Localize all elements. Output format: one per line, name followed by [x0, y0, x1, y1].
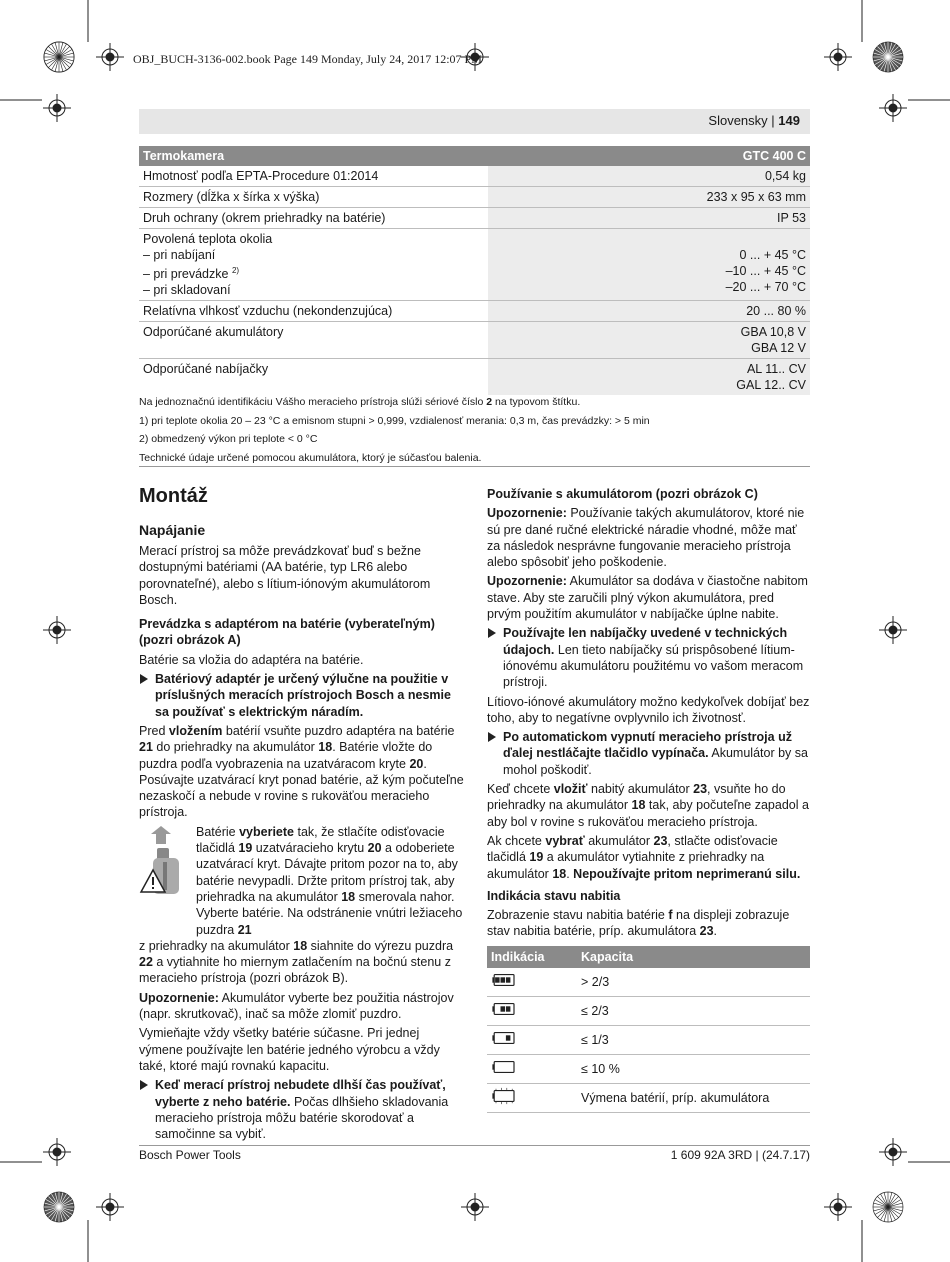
battery-level-icon: [487, 1083, 577, 1112]
spec-label: Odporúčané nabíjačky: [143, 362, 269, 377]
section-title: Montáž: [139, 485, 208, 507]
table-row: [139, 187, 810, 208]
table-row: [487, 996, 810, 1025]
triangle-bullet-icon: [140, 1080, 148, 1090]
column-header: Kapacita: [577, 946, 810, 968]
triangle-bullet-icon: [140, 674, 148, 684]
bullet-text: Batériový adaptér je určený výlučne na použitie v príslušných meracích prístrojoch Bosch a nesmie sa používať s elektrickým náradím.: [155, 672, 451, 719]
warning-bullet: [139, 1077, 465, 1142]
table-row: [139, 229, 810, 301]
spec-label: Rozmery (dĺžka x šírka x výška): [139, 187, 488, 208]
spec-table-header: [139, 146, 810, 166]
temp-value: –10 ... + 45 °C: [725, 264, 806, 278]
subheading: Prevádzka s adaptérom na batérie (vyberateľným) (pozri obrázok A): [139, 617, 435, 648]
spec-label: [139, 229, 488, 301]
capacity-value: ≤ 2/3: [577, 996, 810, 1025]
paragraph: Ak chcete vybrať akumulátor 23, stlačte odisťovacie tlačidlá 19 a akumulátor vytiahnite z priehradky na akumulátor 18. Nepoužívajte pritom neprimeranú silu.: [487, 833, 801, 881]
table-row: [487, 1054, 810, 1083]
spec-value: [488, 322, 810, 359]
paragraph: Upozornenie: Používanie takých akumulátorov, ktoré nie sú pre dané ručné elektrické náradie vhodné, môže mať za následok nesprávne fungovanie meracieho prístroja alebo spôsobiť jeho poškodenie.: [487, 506, 805, 570]
spec-value: 20 ... 80 %: [488, 301, 810, 322]
battery-level-icon: [487, 996, 577, 1025]
paragraph: z priehradky na akumulátor 18 siahnite do výrezu puzdra 22 a vytiahnite ho miernym zatlačením na bočnú stenu z meracieho prístroja (pozri obrázok B).: [139, 938, 454, 986]
note-ref: 2: [486, 396, 493, 408]
spec-product: Termokamera: [139, 146, 488, 166]
page-footer: [139, 1148, 810, 1162]
temp-sub-label: – pri skladovaní: [143, 283, 231, 298]
note-tech-data: Technické údaje určené pomocou akumulátora, ktorý je súčasťou balenia.: [139, 451, 482, 464]
table-row: [139, 208, 810, 229]
paragraph: Vymieňajte vždy všetky batérie súčasne. Pri jednej výmene používajte len batérie jedného výrobcu a vždy také, ktoré majú rovnakú kapacitu.: [139, 1026, 440, 1073]
capacity-value: Výmena batérií, príp. akumulátora: [577, 1083, 810, 1112]
paragraph: Upozornenie: Akumulátor sa dodáva v čiastočne nabitom stave. Aby ste zaručili plný výkon akumulátora, pred prvým použitím akumulátor v nabíjačke úplne nabite.: [487, 574, 808, 622]
triangle-bullet-icon: [488, 732, 496, 742]
charger-value: GAL 12.. CV: [736, 378, 806, 393]
temp-value: –20 ... + 70 °C: [725, 280, 806, 294]
spec-value: [488, 359, 810, 396]
temp-sub-label: – pri nabíjaní: [143, 248, 216, 262]
capacity-value: ≤ 10 %: [577, 1054, 810, 1083]
capacity-value: ≤ 1/3: [577, 1025, 810, 1054]
paragraph: Keď chcete vložiť nabitý akumulátor 23, vsuňte ho do priehradky na akumulátor 18 tak, aby počuteľne zapadol a aby bol v rovine s rukoväťou meracieho prístroja.: [487, 782, 809, 829]
footnote-ref: 2): [231, 266, 240, 275]
spec-table: [139, 146, 810, 395]
battery-level-icon: [487, 968, 577, 997]
warning-bullet: [139, 671, 465, 720]
paragraph-with-figure: Batérie vyberiete tak, že stlačíte odisťovacie tlačidlá 19 uzatváracieho krytu 20 a odoberiete uzatvárací kryt. Dávajte pritom pozor na to, aby batérie nevypadli. Držte pritom prístroj tak, aby priehradka na akumulátor 18 smerovala nahor. Vyberte batérie. Na odstránenie vnútri ležiaceho puzdra 21: [139, 824, 465, 938]
spec-value: 233 x 95 x 63 mm: [488, 187, 810, 208]
paragraph: Batérie sa vložia do adaptéra na batérie.: [139, 652, 364, 667]
charge-indicator-table: [487, 946, 810, 1113]
column-header: Indikácia: [487, 946, 577, 968]
table-row: [139, 301, 810, 322]
spec-notes: [139, 393, 810, 467]
spec-value: [488, 229, 810, 301]
charger-value: AL 11.. CV: [746, 362, 806, 377]
spec-label: Odporúčané akumulátory: [139, 322, 488, 359]
triangle-bullet-icon: [488, 628, 496, 638]
warning-bullet: Používajte len nabíjačky uvedené v technických údajoch. Len tieto nabíjačky sú prispôsobené lítium-iónovému akumulátoru použitému vo vašom meracom prístroji.: [487, 625, 810, 690]
subsection-title: Napájanie: [139, 522, 206, 538]
table-row: [139, 322, 810, 359]
bullet-text: Počas dlhšieho skladovania meracieho prístroja môžu batérie skorodovať a samočinne sa vybiť.: [155, 1094, 449, 1142]
page-header-bar: [139, 109, 810, 134]
table-row: [139, 359, 810, 396]
subheading: Používanie s akumulátorom (pozri obrázok C): [487, 487, 758, 501]
spec-label: Hmotnosť podľa EPTA-Procedure 01:2014: [139, 166, 488, 187]
capacity-value: > 2/3: [577, 968, 810, 997]
battery-level-icon: [487, 1054, 577, 1083]
right-column: [487, 486, 810, 1113]
spec-value: IP 53: [488, 208, 810, 229]
temp-sub-label: [143, 263, 484, 282]
table-row: [139, 166, 810, 187]
paragraph: Pred vložením batérií vsuňte puzdro adaptéra na batérie 21 do priehradky na akumulátor 18. Batérie vložte do puzdra podľa vyobrazenia na uzatváracom kryte 20. Posúvajte uzatvárací kryt ponad batérie, až kým počuteľne nezaskočí a nebude v rovine s rukoväťou meracieho prístroja.: [139, 723, 464, 820]
spec-label: Druh ochrany (okrem priehradky na batérie): [139, 208, 488, 229]
footer-brand: Bosch Power Tools: [139, 1148, 241, 1162]
subheading: Indikácia stavu nabitia: [487, 888, 621, 903]
temp-label: Povolená teplota okolia: [143, 232, 273, 246]
table-row: [487, 1083, 810, 1112]
table-header: [487, 946, 810, 968]
divider: [139, 466, 810, 467]
table-row: [487, 1025, 810, 1054]
warning-bullet: Po automatickom vypnutí meracieho prístroja už ďalej nestláčajte tlačidlo vypínača. Akumulátor by sa mohol poškodiť.: [487, 729, 810, 778]
page-header: [708, 113, 800, 128]
paragraph: Merací prístroj sa môže prevádzkovať buď s bežne dostupnými batériami (AA batérie, typ LR6 alebo porovnateľné), alebo s lítium-iónovým akumulátorom Bosch.: [139, 544, 431, 607]
note-text: Na jednoznačnú identifikáciu Vášho meracieho prístroja slúži sériové číslo: [139, 396, 487, 408]
paragraph: Lítiovo-iónové akumulátory možno kedykoľvek dobíjať bez toho, aby to negatívne ovplyvnilo ich životnosť.: [487, 694, 810, 725]
paragraph: Zobrazenie stavu nabitia batérie f na displeji zobrazuje stav nabitia batérie, príp. akumulátora 23.: [487, 908, 790, 939]
temp-sub-label-text: – pri prevádzke: [143, 267, 229, 282]
note-serial: [139, 393, 810, 412]
print-info-line: OBJ_BUCH-3136-002.book Page 149 Monday, July 24, 2017 12:07 PM: [133, 52, 482, 66]
note-text: na typovom štítku.: [492, 396, 581, 408]
spec-model: GTC 400 C: [488, 146, 810, 166]
header-language: Slovensky: [708, 113, 768, 128]
footer-doc-id: 1 609 92A 3RD | (24.7.17): [670, 1148, 810, 1162]
accu-value: GBA 10,8 V: [740, 325, 806, 340]
accu-value: GBA 12 V: [751, 341, 806, 356]
header-separator: |: [771, 113, 775, 128]
spec-label: Relatívna vlhkosť vzduchu (nekondenzujúca): [139, 301, 488, 322]
footnote-1: 1) pri teplote okolia 20 – 23 °C a emisnom stupni > 0,999, vzdialenosť merania: 0,3 m, čas prevádzky: > 5 min: [139, 414, 650, 427]
temp-value: 0 ... + 45 °C: [739, 248, 806, 262]
footnote-2: 2) obmedzený výkon pri teplote < 0 °C: [139, 433, 318, 445]
page-number: 149: [778, 113, 800, 128]
paragraph: Upozornenie: Akumulátor vyberte bez použitia nástrojov (napr. skrutkovač), inač sa môže zlomiť puzdro.: [139, 990, 454, 1022]
spec-value: 0,54 kg: [488, 166, 810, 187]
battery-removal-warning-icon: [139, 824, 189, 904]
battery-level-icon: [487, 1025, 577, 1054]
bullet-text-bold: Keď merací prístroj nebudete dlhší čas používať, vyberte z neho batérie.: [155, 1078, 446, 1109]
left-column: [139, 484, 465, 1145]
footer-divider: [139, 1145, 810, 1146]
table-row: [487, 968, 810, 997]
